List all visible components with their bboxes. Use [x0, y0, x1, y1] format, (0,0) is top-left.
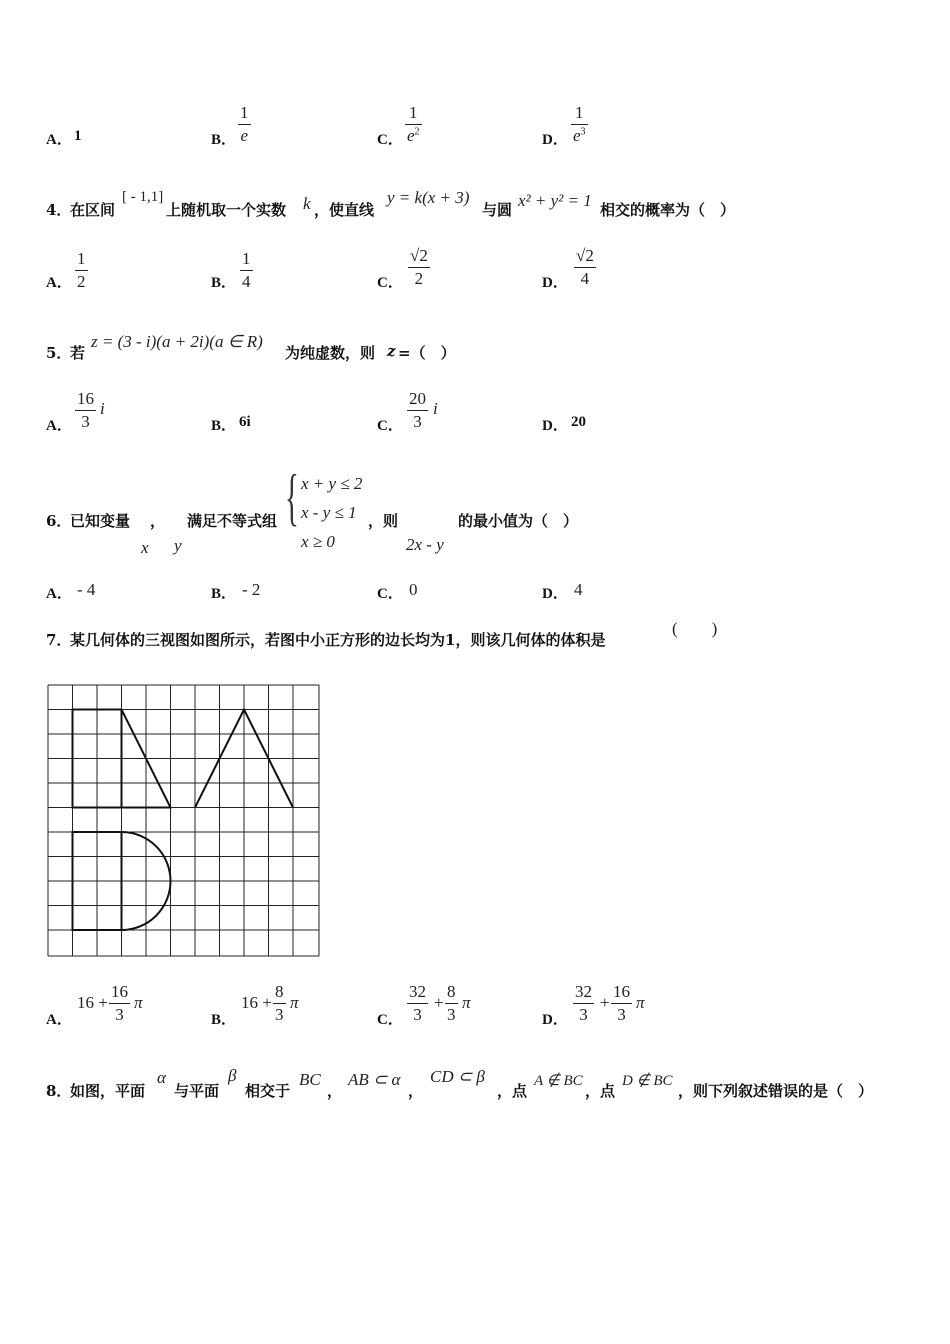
three-view-grid-figure	[47, 684, 320, 958]
q7-a-numerator: 16	[111, 982, 128, 1001]
q7-a-denominator: 3	[115, 1005, 124, 1024]
q7-text: 某几何体的三视图如图所示，若图中小正方形的边长均为1，则该几何体的体积是	[70, 631, 606, 649]
q4-interval: [ - 1,1]	[122, 189, 164, 205]
q3-option-c-label[interactable]: C．	[377, 132, 403, 148]
q5-a-suffix: i	[100, 399, 105, 418]
q8-text-3: 相交于	[245, 1082, 291, 1100]
q3-d-den-base: e	[573, 126, 581, 145]
q4-b-numerator: 1	[242, 249, 251, 268]
q8-comma-1: ，	[327, 1082, 343, 1100]
q7-option-a-label[interactable]: A．	[46, 1012, 72, 1028]
q7-a-pi: π	[134, 993, 143, 1012]
q6-inequality-3: x ≥ 0	[301, 532, 335, 551]
q6-var-x: x	[141, 538, 149, 557]
q7-c-numerator-1: 32	[409, 982, 426, 1001]
q3-d-numerator: 1	[575, 103, 584, 122]
q8-text-4: ，点	[497, 1082, 528, 1100]
q4-circle-equation: x² + y² = 1	[518, 191, 592, 210]
q5-option-d-value: 20	[571, 414, 586, 430]
q3-b-denominator: e	[240, 126, 249, 145]
q4-a-denominator: 2	[77, 272, 86, 291]
q7-option-b-fraction	[273, 982, 286, 1025]
q4-option-b-label[interactable]: B．	[211, 275, 237, 291]
q8-text-1: 如图，平面	[70, 1082, 146, 1100]
q4-c-numerator: √2	[410, 246, 428, 265]
q7-d-numerator-2: 16	[613, 982, 630, 1001]
q7-c-pi: π	[462, 993, 471, 1012]
q5-c-suffix: i	[433, 399, 438, 418]
q3-c-den-base: e	[407, 126, 415, 145]
q7-b-denominator: 3	[275, 1005, 284, 1024]
q8-beta: β	[228, 1066, 237, 1085]
q3-option-a-label[interactable]: A．	[46, 132, 72, 148]
q8-number: 8．	[46, 1082, 72, 1100]
q4-option-a-fraction	[75, 249, 88, 292]
q7-option-c-fraction-2	[445, 982, 458, 1025]
q6-option-d-label[interactable]: D．	[542, 586, 568, 602]
q7-option-d-label[interactable]: D．	[542, 1012, 568, 1028]
q4-option-d-label[interactable]: D．	[542, 275, 568, 291]
q8-ab-subset-alpha: AB ⊂ α	[348, 1070, 401, 1089]
q4-text-2: 上随机取一个实数	[166, 201, 287, 219]
q3-option-d-fraction	[571, 103, 588, 146]
q7-b-prefix: 16 +	[241, 993, 272, 1012]
q6-system-brace: {	[285, 461, 299, 532]
q4-number: 4．	[46, 201, 72, 219]
q5-option-a-label[interactable]: A．	[46, 418, 72, 434]
q5-option-c-label[interactable]: C．	[377, 418, 403, 434]
q3-c-numerator: 1	[409, 103, 418, 122]
q6-option-d-value: 4	[574, 580, 583, 599]
q8-text-2: 与平面	[174, 1082, 220, 1100]
q4-option-a-label[interactable]: A．	[46, 275, 72, 291]
q3-option-c-fraction	[405, 103, 422, 146]
q5-expression: z = (3 - i)(a + 2i)(a ∈ R)	[91, 332, 263, 351]
q3-b-numerator: 1	[240, 103, 249, 122]
q6-option-c-value: 0	[409, 580, 418, 599]
q3-d-denominator	[571, 126, 588, 146]
q4-text-5: 相交的概率为（ ）	[600, 201, 736, 219]
q3-d-den-exp: 3	[580, 126, 586, 138]
q7-c-numerator-2: 8	[447, 982, 456, 1001]
q6-option-a-label[interactable]: A．	[46, 586, 72, 602]
q8-d-not-in-bc: D ∉ BC	[622, 1073, 673, 1089]
q5-option-d-label[interactable]: D．	[542, 418, 568, 434]
q7-option-a-fraction	[109, 982, 130, 1025]
q5-option-c-fraction	[407, 389, 428, 432]
q8-alpha: α	[157, 1068, 166, 1087]
q7-d-numerator-1: 32	[575, 982, 592, 1001]
q3-c-denominator	[405, 126, 422, 146]
q8-comma-2: ，	[408, 1082, 424, 1100]
q4-k: k	[303, 194, 311, 213]
q5-a-denominator: 3	[81, 412, 90, 431]
q6-option-a-value: - 4	[77, 580, 96, 599]
q4-option-c-label[interactable]: C．	[377, 275, 403, 291]
q4-text-1: 在区间	[70, 201, 116, 219]
q6-inequality-2: x - y ≤ 1	[301, 503, 357, 522]
q6-comma: ，	[150, 512, 166, 530]
q6-objective: 2x - y	[406, 535, 444, 554]
q4-b-denominator: 4	[242, 272, 251, 291]
q7-option-d-fraction-2	[611, 982, 632, 1025]
q7-a-prefix: 16 +	[77, 993, 108, 1012]
q6-text-4: 的最小值为（ ）	[458, 512, 579, 530]
q5-c-denominator: 3	[413, 412, 422, 431]
q4-text-3: ，使直线	[314, 201, 375, 219]
q5-option-b-label[interactable]: B．	[211, 418, 237, 434]
q7-c-plus: +	[434, 993, 444, 1012]
q7-option-d-fraction-1	[573, 982, 594, 1025]
q4-text-4: 与圆	[482, 201, 513, 219]
q5-option-a-fraction	[75, 389, 96, 432]
q4-a-numerator: 1	[77, 249, 86, 268]
q6-option-c-label[interactable]: C．	[377, 586, 403, 602]
q5-z: z	[387, 342, 396, 360]
q6-option-b-label[interactable]: B．	[211, 586, 237, 602]
q6-number: 6．	[46, 512, 72, 530]
q3-option-b-label[interactable]: B．	[211, 132, 237, 148]
q4-option-c-fraction	[408, 246, 430, 289]
q5-text-2: 为纯虚数，则	[285, 344, 376, 362]
q8-a-not-in-bc: A ∉ BC	[534, 1073, 583, 1089]
q8-text-5: ，点	[585, 1082, 616, 1100]
q7-d-denominator-2: 3	[617, 1005, 626, 1024]
q7-b-numerator: 8	[275, 982, 284, 1001]
q8-text-6: ，则下列叙述错误的是（ ）	[678, 1082, 874, 1100]
q4-d-denominator: 4	[580, 269, 590, 288]
q7-c-denominator-2: 3	[447, 1005, 456, 1024]
q7-number: 7．	[46, 631, 72, 649]
q7-answer-paren: ( )	[672, 619, 718, 638]
q4-d-numerator: √2	[576, 246, 594, 265]
grid-lines	[48, 685, 319, 956]
q3-option-d-label[interactable]: D．	[542, 132, 568, 148]
q3-c-den-exp: 2	[414, 126, 420, 138]
q5-text-1: 若	[70, 344, 86, 362]
q7-d-pi: π	[636, 993, 645, 1012]
q3-option-a-value: 1	[74, 128, 82, 144]
q6-text-2: 满足不等式组	[187, 512, 278, 530]
q6-inequality-1: x + y ≤ 2	[301, 474, 363, 493]
q5-c-numerator: 20	[409, 389, 426, 408]
q7-option-c-fraction-1	[407, 982, 428, 1025]
q6-text-3: ，则	[368, 512, 399, 530]
q4-c-denominator: 2	[414, 269, 424, 288]
q6-text-1: 已知变量	[70, 512, 131, 530]
q4-option-b-fraction	[240, 249, 253, 292]
q7-option-c-label[interactable]: C．	[377, 1012, 403, 1028]
q4-option-d-fraction	[574, 246, 596, 289]
q7-b-pi: π	[290, 993, 299, 1012]
q4-line-equation: y = k(x + 3)	[387, 188, 470, 207]
q5-text-3: =（ ）	[398, 344, 456, 362]
q6-option-b-value: - 2	[242, 580, 261, 599]
q6-var-y: y	[174, 536, 182, 555]
q3-option-b-fraction	[238, 103, 251, 146]
q7-option-b-label[interactable]: B．	[211, 1012, 237, 1028]
q8-bc: BC	[299, 1070, 321, 1089]
q5-number: 5．	[46, 344, 72, 362]
q7-c-denominator-1: 3	[413, 1005, 422, 1024]
q7-d-plus: +	[600, 993, 610, 1012]
q5-a-numerator: 16	[77, 389, 94, 408]
q8-cd-subset-beta: CD ⊂ β	[430, 1067, 485, 1086]
q7-d-denominator-1: 3	[579, 1005, 588, 1024]
q5-option-b-value: 6i	[239, 414, 251, 430]
